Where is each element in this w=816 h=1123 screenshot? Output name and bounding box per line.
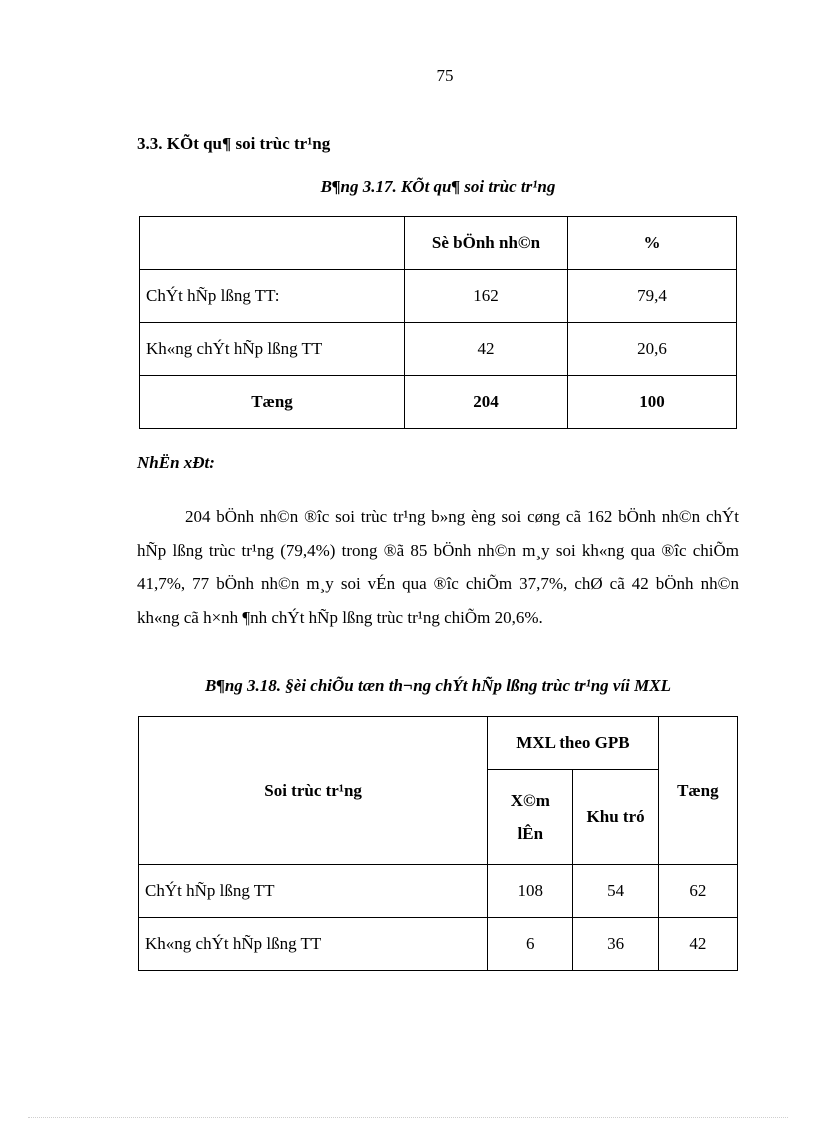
table-cell: 204 <box>405 376 568 429</box>
table-cell: 36 <box>573 918 658 971</box>
table2 <box>138 716 738 971</box>
table1-total-row <box>140 376 737 429</box>
table-cell: 162 <box>405 270 568 323</box>
table2-header-total: Tæng <box>658 717 737 865</box>
table-cell: Kh«ng chÝt hÑp lßng TT <box>140 323 405 376</box>
table-cell: ChÝt hÑp lßng TT <box>139 865 488 918</box>
table2-header-label: Soi trùc tr¹ng <box>139 717 488 865</box>
table-cell: 100 <box>568 376 737 429</box>
section-heading: 3.3. KÕt qu¶ soi trùc tr¹ng <box>137 134 331 153</box>
subheader-line: X©m <box>510 791 550 810</box>
table-cell: 62 <box>658 865 737 918</box>
table-cell: Kh«ng chÝt hÑp lßng TT <box>139 918 488 971</box>
table2-caption: B¶ng 3.18. §èi chiÕu tæn th¬ng chÝt hÑp lßng trùc tr¹ng víi MXL <box>205 676 671 695</box>
table2-header-group: MXL theo GPB <box>488 717 659 770</box>
table-row <box>139 918 738 971</box>
table-cell: ChÝt hÑp lßng TT: <box>140 270 405 323</box>
table2-subheader-localized: Khu tró <box>573 770 658 865</box>
remark-paragraph: 204 bÖnh nh©n ®îc soi trùc tr¹ng b»ng èng soi cøng cã 162 bÖnh nh©n chÝt hÑp lßng trùc tr¹ng (79,4%) trong ®ã 85 bÖnh nh©n m¸y soi kh«ng qua ®îc chiÕm 41,7%, 77 bÖnh nh©n m¸y soi vÉn qua ®îc chiÕm 37,7%, chØ cã 42 bÖnh nh©n kh«ng cã h×nh ¶nh chÝt hÑp lßng trùc tr¹ng chiÕm 20,6%. <box>137 507 739 627</box>
table-cell: 79,4 <box>568 270 737 323</box>
table-cell: 42 <box>405 323 568 376</box>
subheader-line: lÊn <box>517 824 544 843</box>
table-cell: 20,6 <box>568 323 737 376</box>
page-bottom-divider <box>28 1117 788 1118</box>
table1-header-row <box>140 217 737 270</box>
table-cell: Tæng <box>140 376 405 429</box>
table2-subheader-invasive <box>488 770 573 865</box>
table2-header-row <box>139 717 738 770</box>
page-number: 75 <box>436 66 454 85</box>
table-cell: 42 <box>658 918 737 971</box>
table1-header-empty <box>140 217 405 270</box>
remark-label: NhËn xÐt: <box>137 453 215 472</box>
table-row <box>139 865 738 918</box>
table-cell: 108 <box>488 865 573 918</box>
table1-caption: B¶ng 3.17. KÕt qu¶ soi trùc tr¹ng <box>320 177 556 196</box>
table-cell: 6 <box>488 918 573 971</box>
table1 <box>139 216 737 429</box>
table1-header-patients: Sè bÖnh nh©n <box>405 217 568 270</box>
table-row <box>140 323 737 376</box>
table-row <box>140 270 737 323</box>
table-cell: 54 <box>573 865 658 918</box>
table1-header-percent: % <box>568 217 737 270</box>
